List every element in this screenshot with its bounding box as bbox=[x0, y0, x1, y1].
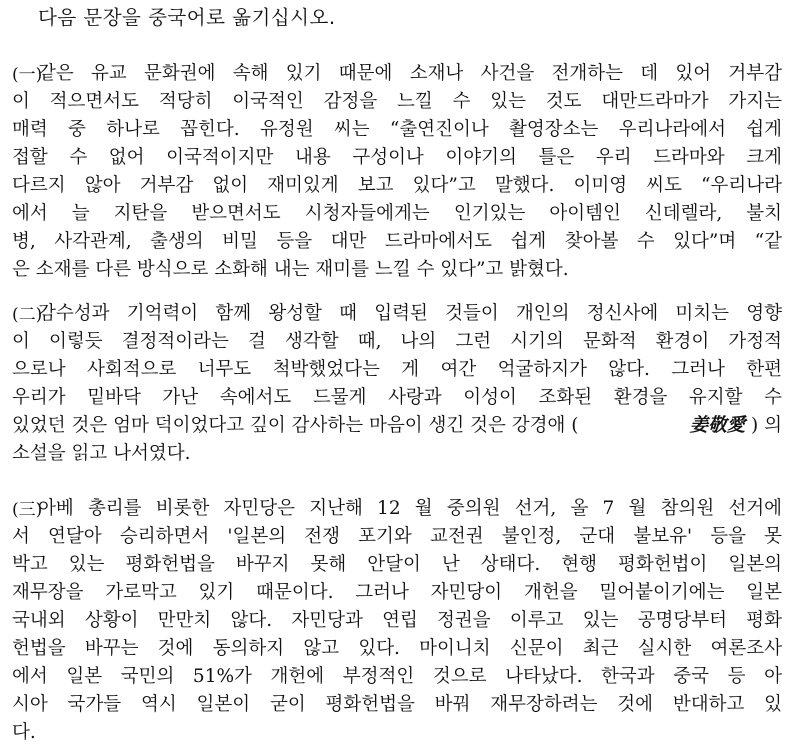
text-line: 은 소재를 다른 방식으로 소화해 내는 재미를 느낄 수 있다”고 밝혔다. bbox=[12, 259, 569, 280]
paragraph-marker: (二) bbox=[12, 305, 43, 325]
instruction-text: 다음 문장을 중국어로 옮기십시오. bbox=[38, 6, 336, 29]
text-line: 에서 늘 지탄을 받으면서도 시청자들에게는 인기있는 아이템인 신데렐라, 불치 bbox=[12, 203, 782, 224]
text-line: 다르지 않아 거부감 없이 재미있게 보고 있다”고 말했다. 이미영 씨도 “우리나라 bbox=[12, 175, 782, 196]
text-line: 시아 국가들 역시 일본이 굳이 평화헌법을 바꿔 재무장하려는 것에 반대하고 있 bbox=[12, 694, 782, 715]
text-line-with-hanja bbox=[12, 412, 782, 440]
hanja-name: 姜敬愛 bbox=[689, 415, 746, 436]
text-line: 이 이렇듯 결정적이라는 걸 생각할 때, 나의 그런 시기의 문화적 환경이 가정적 bbox=[12, 331, 782, 352]
text-line: 접할 수 없어 이국적이지만 내용 구성이나 이야기의 틀은 우리 드라마와 크게 bbox=[12, 147, 782, 168]
text-line: 박고 있는 평화헌법을 바꾸지 못해 안달이 난 상태다. 현행 평화헌법이 일본의 bbox=[12, 554, 782, 575]
text-line: 이 적으면서도 적당히 이국적인 감정을 느낄 수 있는 것도 대만드라마가 가지는 bbox=[12, 91, 782, 112]
text-line: 국내외 상황이 만만치 않다. 자민당과 연립 정권을 이루고 있는 공명당부터 평화 bbox=[12, 610, 782, 631]
text-line: 병, 사각관계, 출생의 비밀 등을 대만 드라마에서도 쉽게 찾아볼 수 있다”며 “같 bbox=[12, 231, 782, 252]
text-line: 헌법을 바꾸는 것에 동의하지 않고 있다. 마이니치 신문이 최근 실시한 여론조사 bbox=[12, 638, 782, 659]
text-line: 다. bbox=[12, 722, 36, 743]
text-line: 우리가 밑바닥 가난 속에서도 드물게 사랑과 이성이 조화된 환경을 유지할 수 bbox=[12, 387, 782, 408]
text-line: 으로나 사회적으로 너무도 척박했었다는 게 여간 억굴하지가 않다. 그러나 한편 bbox=[12, 359, 782, 380]
paragraph-3 bbox=[12, 495, 782, 747]
paragraph-marker: (一) bbox=[12, 65, 43, 85]
paragraph-1 bbox=[12, 60, 782, 284]
text-line-part: 있었던 것은 엄마 덕이었다고 깊이 감사하는 마음이 생긴 것은 강경애 ( bbox=[12, 415, 579, 436]
text-line: 소설을 읽고 나서였다. bbox=[12, 443, 191, 464]
paragraph-2 bbox=[12, 300, 782, 468]
text-line: 에서 일본 국민의 51%가 개헌에 부정적인 것으로 나타났다. 한국과 중국 등 아 bbox=[12, 666, 782, 687]
text-line: 재무장을 가로막고 있기 때문이다. 그러나 자민당이 개헌을 밀어붙이기에는 일본 bbox=[12, 582, 782, 603]
text-line: 같은 유교 문화권에 속해 있기 때문에 소재나 사건을 전개하는 데 있어 거부감 bbox=[38, 63, 782, 84]
text-line: 서 연달아 승리하면서 '일본의 전쟁 포기와 교전권 불인정, 군대 불보유' 등을 못 bbox=[12, 526, 782, 547]
text-line: 감수성과 기억력이 함께 왕성할 때 입력된 것들이 개인의 정신사에 미치는 영향 bbox=[38, 303, 782, 324]
text-line: 아베 총리를 비롯한 자민당은 지난해 12 월 중의원 선거, 올 7 월 참의원 선거에 bbox=[38, 498, 782, 519]
text-line-part: ) 의 bbox=[751, 415, 782, 436]
text-line: 매력 중 하나로 꼽힌다. 유정원 씨는 “출연진이나 촬영장소는 우리나라에서 쉽게 bbox=[12, 119, 782, 140]
paragraph-marker: (三) bbox=[12, 500, 43, 520]
